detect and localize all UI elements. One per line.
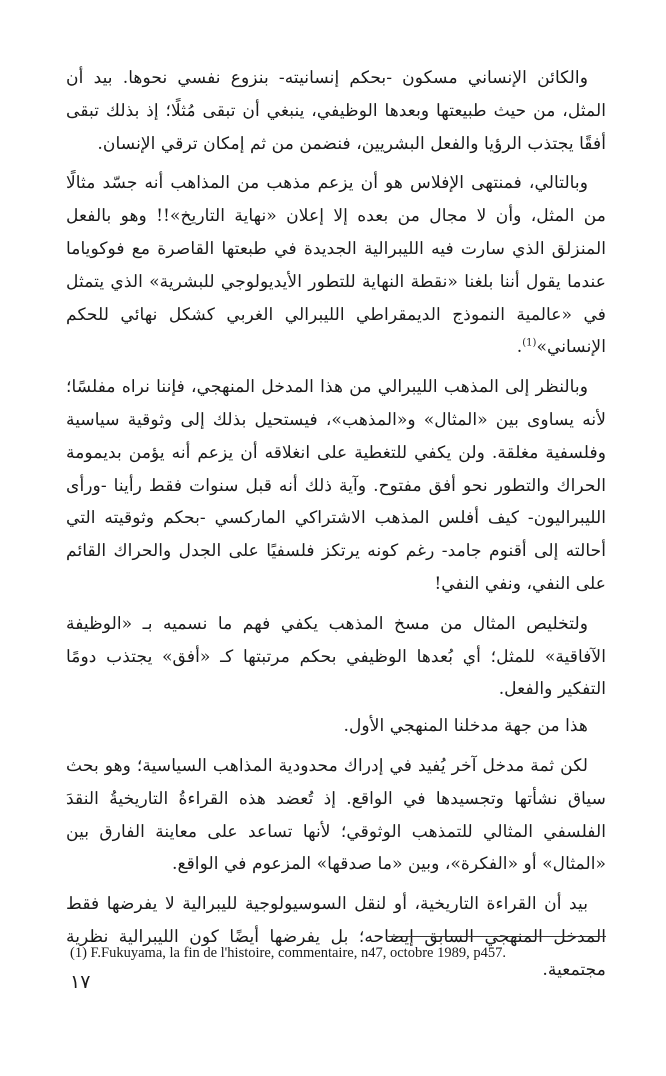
- paragraph-2: وبالتالي، فمنتهى الإفلاس هو أن يزعم مذهب من المذاهب أنه جسّد مثالًا من المثل، وأن لا مجال من بعده إلا إعلان «نهاية التاريخ»!! وهو بالفعل المنزلق الذي سارت فيه الليبرالية الجديدة في طبعتها القاصرة مع فوكوياما عندما يقول أننا بلغنا «نقطة النهاية للتطور الأيديولوجي للبشرية» الذي يتمثل في «عالمية النموذج الديمقراطي الليبرالي الغربي كشكل نهائي للحكم الإنساني»$^{(1)}$.: [66, 173, 606, 358]
- body-text: [66, 62, 606, 994]
- footnote-divider: [388, 936, 606, 937]
- paragraph-3: وبالنظر إلى المذهب الليبرالي من هذا المدخل المنهجي، فإننا نراه مفلسًا؛ لأنه يساوى بين «المثال» و«المذهب»، فيستحيل بذلك إلى وثوقية سياسية وفلسفية مغلقة. ولن يكفي للتغطية على انغلاقه أن يزعم أنه يؤمن بديمومة الحراك والتطور نحو أفق مفتوح. وآية ذلك أنه قبل سنوات فقط رأينا -ورأى الليبراليون- كيف أفلس المذهب الاشتراكي الماركسي -بحكم وثوقيته التي أحالته إلى أقنوم جامد- رغم كونه يرتكز فلسفيًا على الجدل والحراك القائم على النفي، ونفي النفي!: [66, 377, 606, 594]
- paragraph-4: ولتخليص المثال من مسخ المذهب يكفي فهم ما نسميه بـ «الوظيفة الآفاقية» للمثل؛ أي بُعدها الوظيفي بحكم مرتبتها كـ «أفق» يجتذب دومًا التفكير والفعل.: [66, 613, 606, 700]
- page-number: ١٧: [70, 971, 91, 993]
- footnote-reference[interactable]: (1): [522, 337, 537, 349]
- paragraph-1: والكائن الإنساني مسكون -بحكم إنسانيته- بنزوع نفسي نحوها. بيد أن المثل، من حيث طبيعتها وبعدها الوظيفي، ينبغي أن تبقى مُثلًا؛ إذ بذلك تبقى أفقًا يجتذب الرؤيا والفعل البشريين، فنضمن من ثم إمكان ترقي الإنسان.: [66, 68, 606, 154]
- paragraph-7: بيد أن القراءة التاريخية، أو لنقل السوسيولوجية لليبرالية لا يفرضها فقط المدخل المنهجي السابق إيضاحه؛ بل يفرضها أيضًا كون الليبرالية نظرية مجتمعية.: [66, 894, 606, 980]
- paragraph-6: لكن ثمة مدخل آخر يُفيد في إدراك محدودية المذاهب السياسية؛ وهو بحث سياق نشأتها وتجسيدها في الواقع. إذ تُعضد هذه القراءةُ التاريخيةُ النقدَ الفلسفي المثالي للتمذهب الوثوقي؛ لأنها تساعد على معاينة الفارق بين «المثال» أو «الفكرة»، وبين «ما صدقها» المزعوم في الواقع.: [66, 755, 606, 875]
- paragraph-5: هذا من جهة مدخلنا المنهجي الأول.: [343, 716, 588, 737]
- footnote-text: (1) F.Fukuyama, la fin de l'histoire, commentaire, n47, octobre 1989, p457.: [70, 945, 506, 961]
- paragraph-2-text: وبالتالي، فمنتهى الإفلاس هو أن يزعم مذهب من المذاهب أنه جسّد مثالًا من المثل، وأن لا مجال من بعده إلا إعلان «نهاية التاريخ»!! وهو بالفعل المنزلق الذي سارت فيه الليبرالية الجديدة في طبعتها القاصرة مع فوكوياما عندما يقول أننا بلغنا «نقطة النهاية للتطور الأيديولوجي للبشرية» الذي يتمثل في «عالمية النموذج الديمقراطي الليبرالي الغربي كشكل نهائي للحكم الإنساني»: [66, 173, 606, 358]
